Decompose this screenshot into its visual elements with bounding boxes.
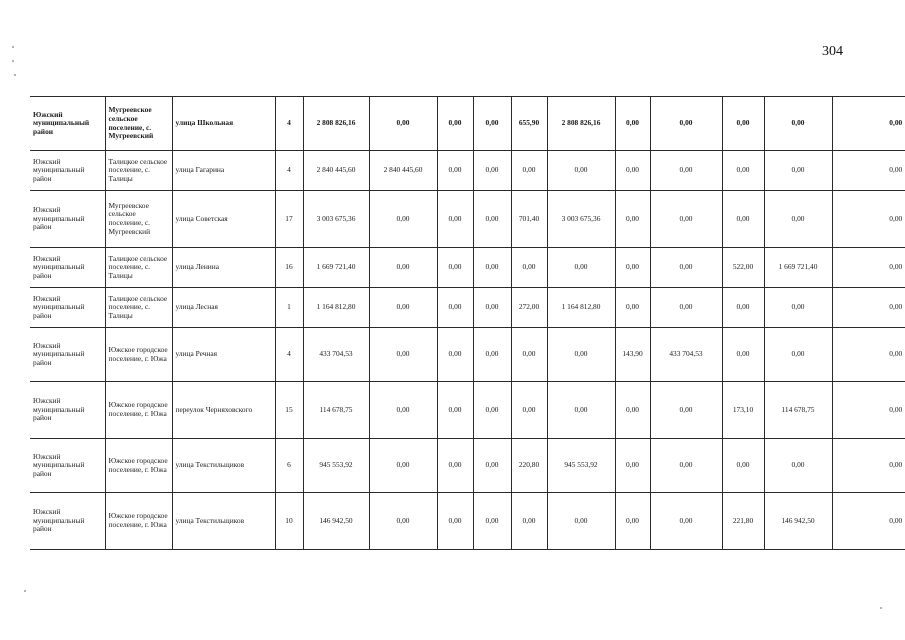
amount-cell: 0,00 <box>832 382 905 439</box>
count-cell: 4 <box>275 151 303 191</box>
amount-cell: 0,00 <box>615 191 650 248</box>
table-row <box>30 382 905 439</box>
amount-cell: 0,00 <box>722 97 764 151</box>
amount-cell: 0,00 <box>615 151 650 191</box>
amount-cell: 114 678,75 <box>303 382 369 439</box>
amount-cell: 0,00 <box>832 288 905 328</box>
table-row <box>30 493 905 550</box>
page-number: 304 <box>822 44 843 59</box>
amount-cell: 3 003 675,36 <box>303 191 369 248</box>
amount-cell: 0,00 <box>764 439 832 493</box>
amount-cell: 0,00 <box>511 151 547 191</box>
amount-cell: 221,80 <box>722 493 764 550</box>
amount-cell: 0,00 <box>511 248 547 288</box>
amount-cell: 0,00 <box>615 493 650 550</box>
settlement-cell: Талицкое сельское поселение, с. Талицы <box>105 151 172 191</box>
table-row <box>30 439 905 493</box>
street-cell: улица Школьная <box>172 97 275 151</box>
amount-cell: 0,00 <box>650 288 722 328</box>
amount-cell: 0,00 <box>437 151 473 191</box>
amount-cell: 0,00 <box>832 328 905 382</box>
scan-artifact <box>12 60 14 62</box>
amount-cell: 0,00 <box>369 493 437 550</box>
settlement-cell: Мугреевское сельское поселение, с. Мугреевский <box>105 97 172 151</box>
district-cell: Южский муниципальный район <box>33 109 90 136</box>
amount-cell: 0,00 <box>511 493 547 550</box>
amount-cell: 0,00 <box>437 97 473 151</box>
district-cell: Южский муниципальный район <box>33 396 85 423</box>
amount-cell: 0,00 <box>437 382 473 439</box>
amount-cell: 0,00 <box>511 328 547 382</box>
amount-cell: 0,00 <box>547 493 615 550</box>
amount-cell: 0,00 <box>650 151 722 191</box>
table-row <box>30 248 905 288</box>
district-cell: Южский муниципальный район <box>33 340 85 367</box>
amount-cell: 1 669 721,40 <box>764 248 832 288</box>
count-cell: 17 <box>275 191 303 248</box>
amount-cell: 0,00 <box>832 151 905 191</box>
amount-cell: 0,00 <box>722 328 764 382</box>
amount-cell: 0,00 <box>369 382 437 439</box>
amount-cell: 173,10 <box>722 382 764 439</box>
amount-cell: 0,00 <box>615 248 650 288</box>
amount-cell: 0,00 <box>547 248 615 288</box>
amount-cell: 0,00 <box>473 97 511 151</box>
amount-cell: 0,00 <box>650 248 722 288</box>
street-cell: переулок Черняховского <box>172 382 275 439</box>
amount-cell: 0,00 <box>764 328 832 382</box>
data-table <box>30 96 905 550</box>
amount-cell: 143,90 <box>615 328 650 382</box>
amount-cell: 0,00 <box>764 288 832 328</box>
count-cell: 4 <box>275 97 303 151</box>
district-cell: Южский муниципальный район <box>33 253 85 280</box>
amount-cell: 0,00 <box>832 97 905 151</box>
amount-cell: 0,00 <box>547 382 615 439</box>
settlement-cell: Талицкое сельское поселение, с. Талицы <box>105 248 172 288</box>
settlement-cell: Южское городское поселение, г. Южа <box>105 328 172 382</box>
street-cell: улица Речная <box>172 328 275 382</box>
amount-cell: 0,00 <box>764 191 832 248</box>
amount-cell: 0,00 <box>437 328 473 382</box>
amount-cell: 3 003 675,36 <box>547 191 615 248</box>
amount-cell: 433 704,53 <box>303 328 369 382</box>
amount-cell: 0,00 <box>615 288 650 328</box>
amount-cell: 0,00 <box>369 97 437 151</box>
amount-cell: 0,00 <box>650 97 722 151</box>
amount-cell: 2 808 826,16 <box>303 97 369 151</box>
amount-cell: 0,00 <box>369 191 437 248</box>
amount-cell: 0,00 <box>832 439 905 493</box>
amount-cell: 0,00 <box>722 191 764 248</box>
amount-cell: 0,00 <box>369 248 437 288</box>
amount-cell: 114 678,75 <box>764 382 832 439</box>
amount-cell: 2 840 445,60 <box>303 151 369 191</box>
amount-cell: 0,00 <box>764 151 832 191</box>
amount-cell: 0,00 <box>437 439 473 493</box>
amount-cell: 1 164 812,80 <box>303 288 369 328</box>
count-cell: 1 <box>275 288 303 328</box>
scan-artifact <box>24 590 26 592</box>
count-cell: 10 <box>275 493 303 550</box>
district-cell: Южский муниципальный район <box>33 293 85 320</box>
count-cell: 15 <box>275 382 303 439</box>
amount-cell: 0,00 <box>722 151 764 191</box>
amount-cell: 0,00 <box>722 439 764 493</box>
settlement-cell: Южское городское поселение, г. Южа <box>105 439 172 493</box>
amount-cell: 522,00 <box>722 248 764 288</box>
amount-cell: 0,00 <box>437 493 473 550</box>
street-cell: улица Советская <box>172 191 275 248</box>
settlement-cell: Южское городское поселение, г. Южа <box>105 382 172 439</box>
amount-cell: 0,00 <box>722 288 764 328</box>
amount-cell: 701,40 <box>511 191 547 248</box>
amount-cell: 0,00 <box>473 493 511 550</box>
table-row <box>30 288 905 328</box>
street-cell: улица Ленина <box>172 248 275 288</box>
amount-cell: 146 942,50 <box>303 493 369 550</box>
settlement-cell: Талицкое сельское поселение, с. Талицы <box>105 288 172 328</box>
scan-artifact <box>12 46 14 48</box>
scan-artifact <box>880 607 882 609</box>
amount-cell: 0,00 <box>764 97 832 151</box>
amount-cell: 0,00 <box>547 151 615 191</box>
amount-cell: 0,00 <box>615 382 650 439</box>
district-cell: Южский муниципальный район <box>33 205 85 232</box>
amount-cell: 0,00 <box>615 439 650 493</box>
amount-cell: 2 808 826,16 <box>547 97 615 151</box>
table-row <box>30 328 905 382</box>
count-cell: 6 <box>275 439 303 493</box>
amount-cell: 945 553,92 <box>303 439 369 493</box>
district-cell: Южский муниципальный район <box>33 451 85 478</box>
street-cell: улица Гагарина <box>172 151 275 191</box>
amount-cell: 0,00 <box>369 439 437 493</box>
amount-cell: 0,00 <box>369 328 437 382</box>
amount-cell: 0,00 <box>650 439 722 493</box>
table-row <box>30 191 905 248</box>
count-cell: 16 <box>275 248 303 288</box>
amount-cell: 1 669 721,40 <box>303 248 369 288</box>
amount-cell: 0,00 <box>437 191 473 248</box>
amount-cell: 0,00 <box>473 439 511 493</box>
amount-cell: 220,80 <box>511 439 547 493</box>
amount-cell: 0,00 <box>650 191 722 248</box>
amount-cell: 0,00 <box>832 191 905 248</box>
amount-cell: 0,00 <box>473 248 511 288</box>
amount-cell: 0,00 <box>473 328 511 382</box>
amount-cell: 1 164 812,80 <box>547 288 615 328</box>
amount-cell: 655,90 <box>511 97 547 151</box>
amount-cell: 146 942,50 <box>764 493 832 550</box>
settlement-cell: Южское городское поселение, г. Южа <box>105 493 172 550</box>
settlement-cell: Мугреевское сельское поселение, с. Мугреевский <box>105 191 172 248</box>
street-cell: улица Текстильщиков <box>172 439 275 493</box>
district-cell: Южский муниципальный район <box>33 507 85 534</box>
amount-cell: 0,00 <box>473 288 511 328</box>
amount-cell: 945 553,92 <box>547 439 615 493</box>
amount-cell: 0,00 <box>650 382 722 439</box>
scan-artifact <box>14 74 16 76</box>
count-cell: 4 <box>275 328 303 382</box>
amount-cell: 0,00 <box>369 288 437 328</box>
amount-cell: 0,00 <box>615 97 650 151</box>
amount-cell: 0,00 <box>437 248 473 288</box>
table-row <box>30 97 905 151</box>
street-cell: улица Лесная <box>172 288 275 328</box>
table-body <box>30 97 905 550</box>
amount-cell: 0,00 <box>832 493 905 550</box>
district-cell: Южский муниципальный район <box>33 156 85 183</box>
amount-cell: 0,00 <box>832 248 905 288</box>
amount-cell: 272,00 <box>511 288 547 328</box>
amount-cell: 0,00 <box>437 288 473 328</box>
amount-cell: 0,00 <box>511 382 547 439</box>
amount-cell: 433 704,53 <box>650 328 722 382</box>
amount-cell: 0,00 <box>547 328 615 382</box>
amount-cell: 0,00 <box>650 493 722 550</box>
amount-cell: 0,00 <box>473 382 511 439</box>
street-cell: улица Текстильщиков <box>172 493 275 550</box>
amount-cell: 2 840 445,60 <box>369 151 437 191</box>
amount-cell: 0,00 <box>473 191 511 248</box>
table-row <box>30 151 905 191</box>
amount-cell: 0,00 <box>473 151 511 191</box>
